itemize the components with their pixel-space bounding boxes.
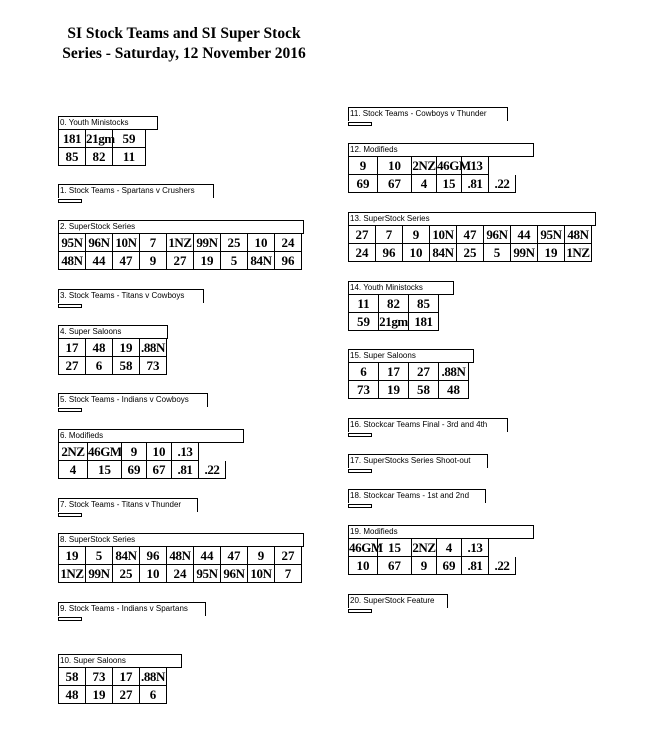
race-block xyxy=(348,143,534,193)
grid-cell: 85 xyxy=(409,295,439,313)
grid-row xyxy=(349,157,534,175)
grid-cell: 84N xyxy=(248,252,275,270)
grid-cell: 2NZ xyxy=(412,540,436,555)
grid-cell: 7 xyxy=(376,226,403,244)
race-title: 12. Modifieds xyxy=(348,143,534,157)
grid-row xyxy=(59,686,182,704)
grid-row xyxy=(59,547,304,565)
grid-cell: 59 xyxy=(113,130,146,148)
grid-table xyxy=(348,226,596,262)
grid-cell: 7 xyxy=(140,234,167,252)
grid-row xyxy=(59,443,244,461)
grid-cell: 4 xyxy=(412,175,437,193)
grid-cell: 69 xyxy=(122,461,147,479)
grid-cell: 96 xyxy=(275,252,302,270)
race-title: 8. SuperStock Series xyxy=(58,533,304,547)
grid-row xyxy=(59,461,244,479)
grid-row xyxy=(59,234,304,252)
grid-cell: 73 xyxy=(349,381,379,399)
race-block xyxy=(58,533,304,583)
race-title: 10. Super Saloons xyxy=(58,654,182,668)
grid-row xyxy=(349,381,474,399)
grid-cell: 4 xyxy=(59,461,88,479)
grid-cell: 27 xyxy=(113,686,140,704)
race-block xyxy=(58,289,204,308)
grid-cell: 95N xyxy=(538,226,565,244)
grid-cell: 99N xyxy=(511,244,538,262)
race-block xyxy=(348,489,486,508)
race-title: 16. Stockcar Teams Final - 3rd and 4th xyxy=(348,418,508,432)
race-title: 6. Modifieds xyxy=(58,429,244,443)
grid-cell: 15 xyxy=(88,461,122,479)
grid-cell: 17 xyxy=(59,339,86,357)
grid-cell: 47 xyxy=(113,252,140,270)
grid-cell: 47 xyxy=(221,547,248,565)
grid-cell: 10N xyxy=(430,226,457,244)
grid-row xyxy=(59,148,158,166)
race-underline xyxy=(58,199,82,203)
grid-cell: 1NZ xyxy=(167,234,194,252)
race-title: 4. Super Saloons xyxy=(58,325,168,339)
grid-cell: 47 xyxy=(457,226,484,244)
grid-cell: 73 xyxy=(140,357,167,375)
grid-cell: 19 xyxy=(113,339,140,357)
grid-cell: 24 xyxy=(275,234,302,252)
grid-cell: 9 xyxy=(140,252,167,270)
grid-cell: 10 xyxy=(403,244,430,262)
grid-cell: 67 xyxy=(378,557,412,575)
race-title: 5. Stock Teams - Indians v Cowboys xyxy=(58,393,208,407)
grid-cell: 24 xyxy=(349,244,376,262)
grid-cell: 99N xyxy=(86,565,113,583)
grid-cell: 46GM xyxy=(349,540,383,555)
race-underline xyxy=(348,504,372,508)
grid-cell: 48 xyxy=(59,686,86,704)
grid-cell: 84N xyxy=(113,547,140,565)
grid-table xyxy=(348,295,454,331)
grid-cell: .22 xyxy=(199,461,226,479)
grid-cell: 6 xyxy=(86,357,113,375)
grid-cell: 67 xyxy=(378,175,412,193)
race-block xyxy=(348,454,488,473)
grid-table xyxy=(348,539,534,575)
grid-cell: 73 xyxy=(86,668,113,686)
grid-cell: 96 xyxy=(376,244,403,262)
grid-cell: .13 xyxy=(172,443,199,461)
grid-cell: 82 xyxy=(379,295,409,313)
grid-cell: 25 xyxy=(457,244,484,262)
grid-cell: 7 xyxy=(275,565,302,583)
grid-cell: 1NZ xyxy=(59,565,86,583)
grid-cell: 48N xyxy=(167,547,194,565)
grid-cell: .22 xyxy=(489,557,516,575)
race-title: 15. Super Saloons xyxy=(348,349,474,363)
grid-row xyxy=(59,565,304,583)
race-underline xyxy=(348,609,372,613)
grid-cell: 46GM xyxy=(88,444,122,459)
grid-cell: .88N xyxy=(140,669,166,684)
grid-row xyxy=(59,252,304,270)
race-block xyxy=(58,602,206,621)
grid-cell: 25 xyxy=(113,565,140,583)
grid-cell: 27 xyxy=(349,226,376,244)
grid-cell: .13 xyxy=(462,539,489,557)
grid-cell: 96N xyxy=(484,226,511,244)
race-title: 19. Modifieds xyxy=(348,525,534,539)
grid-cell: 2NZ xyxy=(412,158,436,173)
grid-cell: .81 xyxy=(172,461,199,479)
race-block xyxy=(58,184,214,203)
grid-cell: 10 xyxy=(248,234,275,252)
race-title: 13. SuperStock Series xyxy=(348,212,596,226)
grid-cell: .13 xyxy=(462,157,489,175)
grid-cell: 95N xyxy=(59,234,86,252)
grid-cell: 59 xyxy=(349,313,379,331)
grid-row xyxy=(349,313,454,331)
race-title: 20. SuperStock Feature xyxy=(348,594,448,608)
race-block xyxy=(348,525,534,575)
grid-cell: 19 xyxy=(538,244,565,262)
grid-cell: 27 xyxy=(409,363,439,381)
grid-table xyxy=(348,157,534,193)
grid-cell: 27 xyxy=(167,252,194,270)
race-title: 14. Youth Ministocks xyxy=(348,281,454,295)
race-title: 9. Stock Teams - Indians v Spartans xyxy=(58,602,206,616)
race-block xyxy=(58,393,208,412)
grid-cell: 5 xyxy=(484,244,511,262)
grid-cell: 5 xyxy=(221,252,248,270)
grid-cell: 181 xyxy=(409,313,439,331)
grid-cell: 58 xyxy=(409,381,439,399)
grid-row xyxy=(349,244,596,262)
grid-cell: 9 xyxy=(248,547,275,565)
race-title: 17. SuperStocks Series Shoot-out xyxy=(348,454,488,468)
race-underline xyxy=(348,433,372,437)
grid-cell: 1NZ xyxy=(565,244,592,262)
grid-cell: 9 xyxy=(349,157,378,175)
page-title: SI Stock Teams and SI Super Stock Series - Saturday, 12 November 2016 xyxy=(62,25,306,62)
grid-row xyxy=(59,668,182,686)
grid-cell: 15 xyxy=(437,175,462,193)
grid-cell: 19 xyxy=(59,547,86,565)
grid-cell: 58 xyxy=(59,668,86,686)
race-block xyxy=(348,281,454,331)
race-underline xyxy=(58,304,82,308)
grid-row xyxy=(349,175,534,193)
grid-table xyxy=(58,339,168,375)
grid-cell: 44 xyxy=(86,252,113,270)
grid-cell: 67 xyxy=(147,461,172,479)
grid-cell: 17 xyxy=(379,363,409,381)
grid-cell: 2NZ xyxy=(59,443,88,461)
race-title: 7. Stock Teams - Titans v Thunder xyxy=(58,498,198,512)
grid-cell: 84N xyxy=(430,244,457,262)
grid-cell: 181 xyxy=(59,130,86,148)
grid-cell: 15 xyxy=(378,539,412,557)
race-underline xyxy=(58,617,82,621)
race-underline xyxy=(348,122,372,126)
race-block xyxy=(348,349,474,399)
grid-cell: 85 xyxy=(59,148,86,166)
grid-cell: 27 xyxy=(59,357,86,375)
grid-cell: 6 xyxy=(140,686,167,704)
race-title: 3. Stock Teams - Titans v Cowboys xyxy=(58,289,204,303)
race-title: 1. Stock Teams - Spartans v Crushers xyxy=(58,184,214,198)
grid-cell: 4 xyxy=(437,539,462,557)
race-underline xyxy=(58,408,82,412)
grid-row xyxy=(349,539,534,557)
grid-cell: .88N xyxy=(439,363,469,381)
race-block xyxy=(58,325,168,375)
grid-cell: 48N xyxy=(565,226,592,244)
grid-cell: 99N xyxy=(194,234,221,252)
grid-table xyxy=(58,130,158,166)
grid-table xyxy=(348,363,474,399)
grid-cell: 6 xyxy=(349,363,379,381)
grid-cell: .81 xyxy=(462,557,489,575)
race-underline xyxy=(348,469,372,473)
grid-row xyxy=(59,339,168,357)
grid-cell: 21gm xyxy=(379,314,408,329)
grid-cell: 11 xyxy=(113,148,146,166)
grid-table xyxy=(58,547,304,583)
race-block xyxy=(58,429,244,479)
grid-table xyxy=(58,234,304,270)
grid-cell: 69 xyxy=(437,557,462,575)
grid-cell: 82 xyxy=(86,148,113,166)
grid-cell: 44 xyxy=(511,226,538,244)
race-block xyxy=(58,220,304,270)
grid-cell: 10N xyxy=(113,234,140,252)
grid-cell: .81 xyxy=(462,175,489,193)
grid-cell: 69 xyxy=(349,175,378,193)
grid-cell: 96N xyxy=(86,234,113,252)
grid-cell: 19 xyxy=(86,686,113,704)
grid-cell: 21gm xyxy=(86,131,115,146)
grid-cell: .22 xyxy=(489,175,516,193)
grid-cell: 46GM xyxy=(437,158,471,173)
grid-cell: 10 xyxy=(140,565,167,583)
grid-cell: 95N xyxy=(194,565,221,583)
race-block xyxy=(58,654,182,704)
grid-cell: 48 xyxy=(86,339,113,357)
race-block xyxy=(58,116,158,166)
grid-row xyxy=(349,557,534,575)
grid-cell: 19 xyxy=(379,381,409,399)
grid-cell: 96 xyxy=(140,547,167,565)
grid-table xyxy=(58,668,182,704)
race-title: 11. Stock Teams - Cowboys v Thunder xyxy=(348,107,508,121)
grid-row xyxy=(349,295,454,313)
grid-row xyxy=(59,130,158,148)
grid-cell: 9 xyxy=(412,557,437,575)
grid-cell: 5 xyxy=(86,547,113,565)
grid-row xyxy=(349,363,474,381)
grid-cell: 9 xyxy=(403,226,430,244)
grid-row xyxy=(349,226,596,244)
grid-table xyxy=(58,443,244,479)
race-title: 18. Stockcar Teams - 1st and 2nd xyxy=(348,489,486,503)
grid-cell: 10 xyxy=(378,157,412,175)
race-title: 2. SuperStock Series xyxy=(58,220,304,234)
race-block xyxy=(348,212,596,262)
grid-row xyxy=(59,357,168,375)
race-title: 0. Youth Ministocks xyxy=(58,116,158,130)
grid-cell: .88N xyxy=(140,340,166,355)
grid-cell: 96N xyxy=(221,565,248,583)
grid-cell: 10 xyxy=(349,557,378,575)
grid-cell: 24 xyxy=(167,565,194,583)
grid-cell: 27 xyxy=(275,547,302,565)
race-block xyxy=(348,418,508,437)
grid-cell: 48N xyxy=(59,252,86,270)
race-block xyxy=(348,594,448,613)
grid-cell: 9 xyxy=(122,443,147,461)
grid-cell: 25 xyxy=(221,234,248,252)
race-underline xyxy=(58,513,82,517)
race-block xyxy=(348,107,508,126)
grid-cell: 48 xyxy=(439,381,469,399)
grid-cell: 17 xyxy=(113,668,140,686)
race-block xyxy=(58,498,198,517)
grid-cell: 58 xyxy=(113,357,140,375)
grid-cell: 19 xyxy=(194,252,221,270)
grid-cell: 10 xyxy=(147,443,172,461)
grid-cell: 10N xyxy=(248,565,275,583)
grid-cell: 11 xyxy=(349,295,379,313)
grid-cell: 44 xyxy=(194,547,221,565)
